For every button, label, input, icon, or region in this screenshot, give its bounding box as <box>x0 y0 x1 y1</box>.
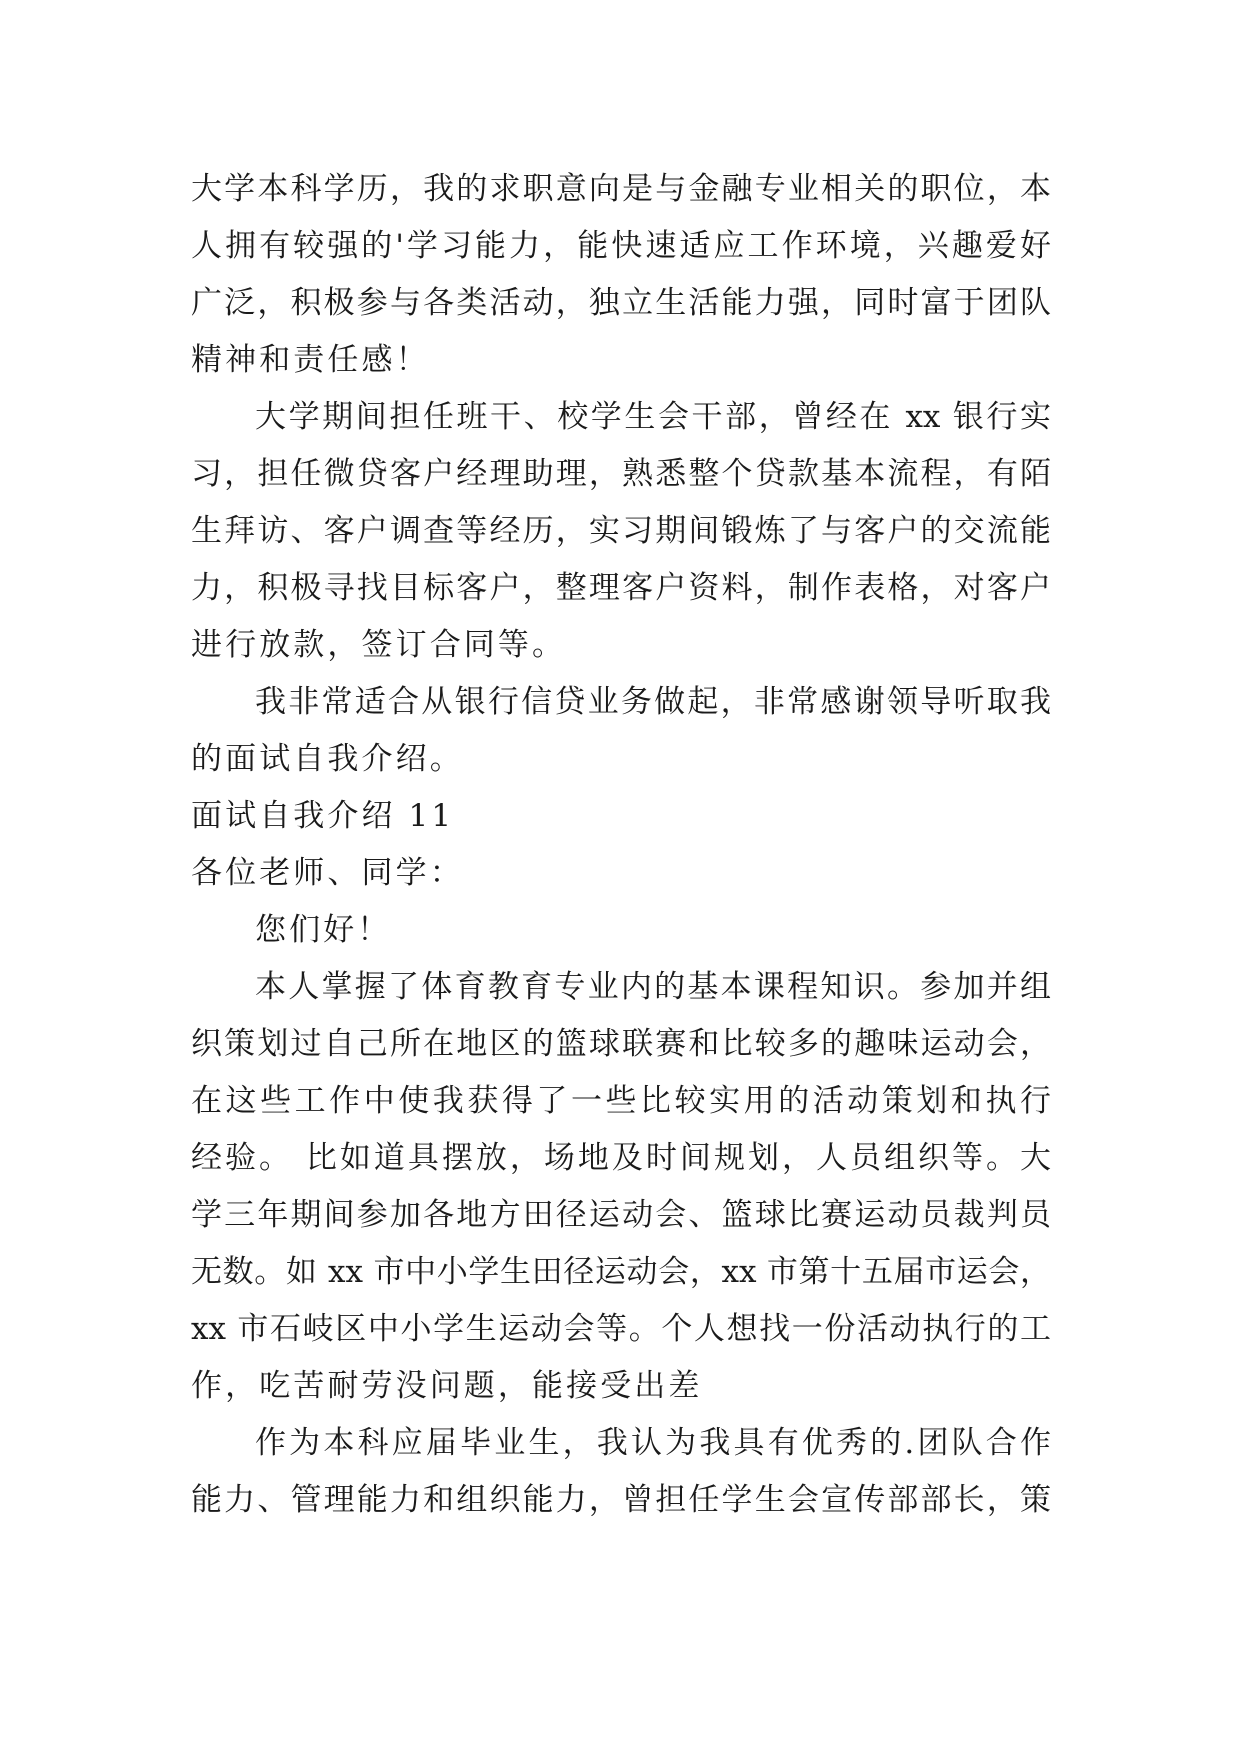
text-line: xx 市石岐区中小学生运动会等。个人想找一份活动执行的工 <box>191 1311 1051 1347</box>
text-line: 织策划过自己所在地区的篮球联赛和比较多的趣味运动会， <box>191 1026 1051 1062</box>
greeting: 您们好！ <box>255 912 392 948</box>
text-line: 我非常适合从银行信贷业务做起，非常感谢领导听取我 <box>255 684 1051 720</box>
text-line: 生拜访、客户调查等经历，实习期间锻炼了与客户的交流能 <box>191 513 1051 549</box>
salutation: 各位老师、同学： <box>191 855 464 891</box>
text-line: 经验。 比如道具摆放，场地及时间规划，人员组织等。大 <box>191 1140 1051 1176</box>
text-line: 广泛，积极参与各类活动，独立生活能力强，同时富于团队 <box>191 285 1051 321</box>
text-line: 作，吃苦耐劳没问题，能接受出差 <box>191 1368 703 1404</box>
text-line: 能力、管理能力和组织能力，曾担任学生会宣传部部长，策 <box>191 1482 1051 1518</box>
text-line: 大学本科学历，我的求职意向是与金融专业相关的职位，本 <box>191 171 1051 207</box>
section-heading: 面试自我介绍 11 <box>191 798 455 834</box>
text-line: 人拥有较强的'学习能力，能快速适应工作环境，兴趣爱好 <box>191 228 1051 264</box>
text-line: 学三年期间参加各地方田径运动会、篮球比赛运动员裁判员 <box>191 1197 1051 1233</box>
text-line: 在这些工作中使我获得了一些比较实用的活动策划和执行 <box>191 1083 1051 1119</box>
text-line: 进行放款，签订合同等。 <box>191 627 567 663</box>
text-line: 精神和责任感！ <box>191 342 430 378</box>
text-line: 无数。如 xx 市中小学生田径运动会，xx 市第十五届市运会， <box>191 1254 1051 1290</box>
text-line: 习，担任微贷客户经理助理，熟悉整个贷款基本流程，有陌 <box>191 456 1051 492</box>
text-line: 力，积极寻找目标客户，整理客户资料，制作表格，对客户 <box>191 570 1051 606</box>
text-line: 大学期间担任班干、校学生会干部，曾经在 xx 银行实 <box>255 399 1051 435</box>
text-line: 本人掌握了体育教育专业内的基本课程知识。参加并组 <box>255 969 1051 1005</box>
text-line: 作为本科应届毕业生，我认为我具有优秀的.团队合作 <box>255 1425 1051 1461</box>
text-line: 的面试自我介绍。 <box>191 741 464 777</box>
